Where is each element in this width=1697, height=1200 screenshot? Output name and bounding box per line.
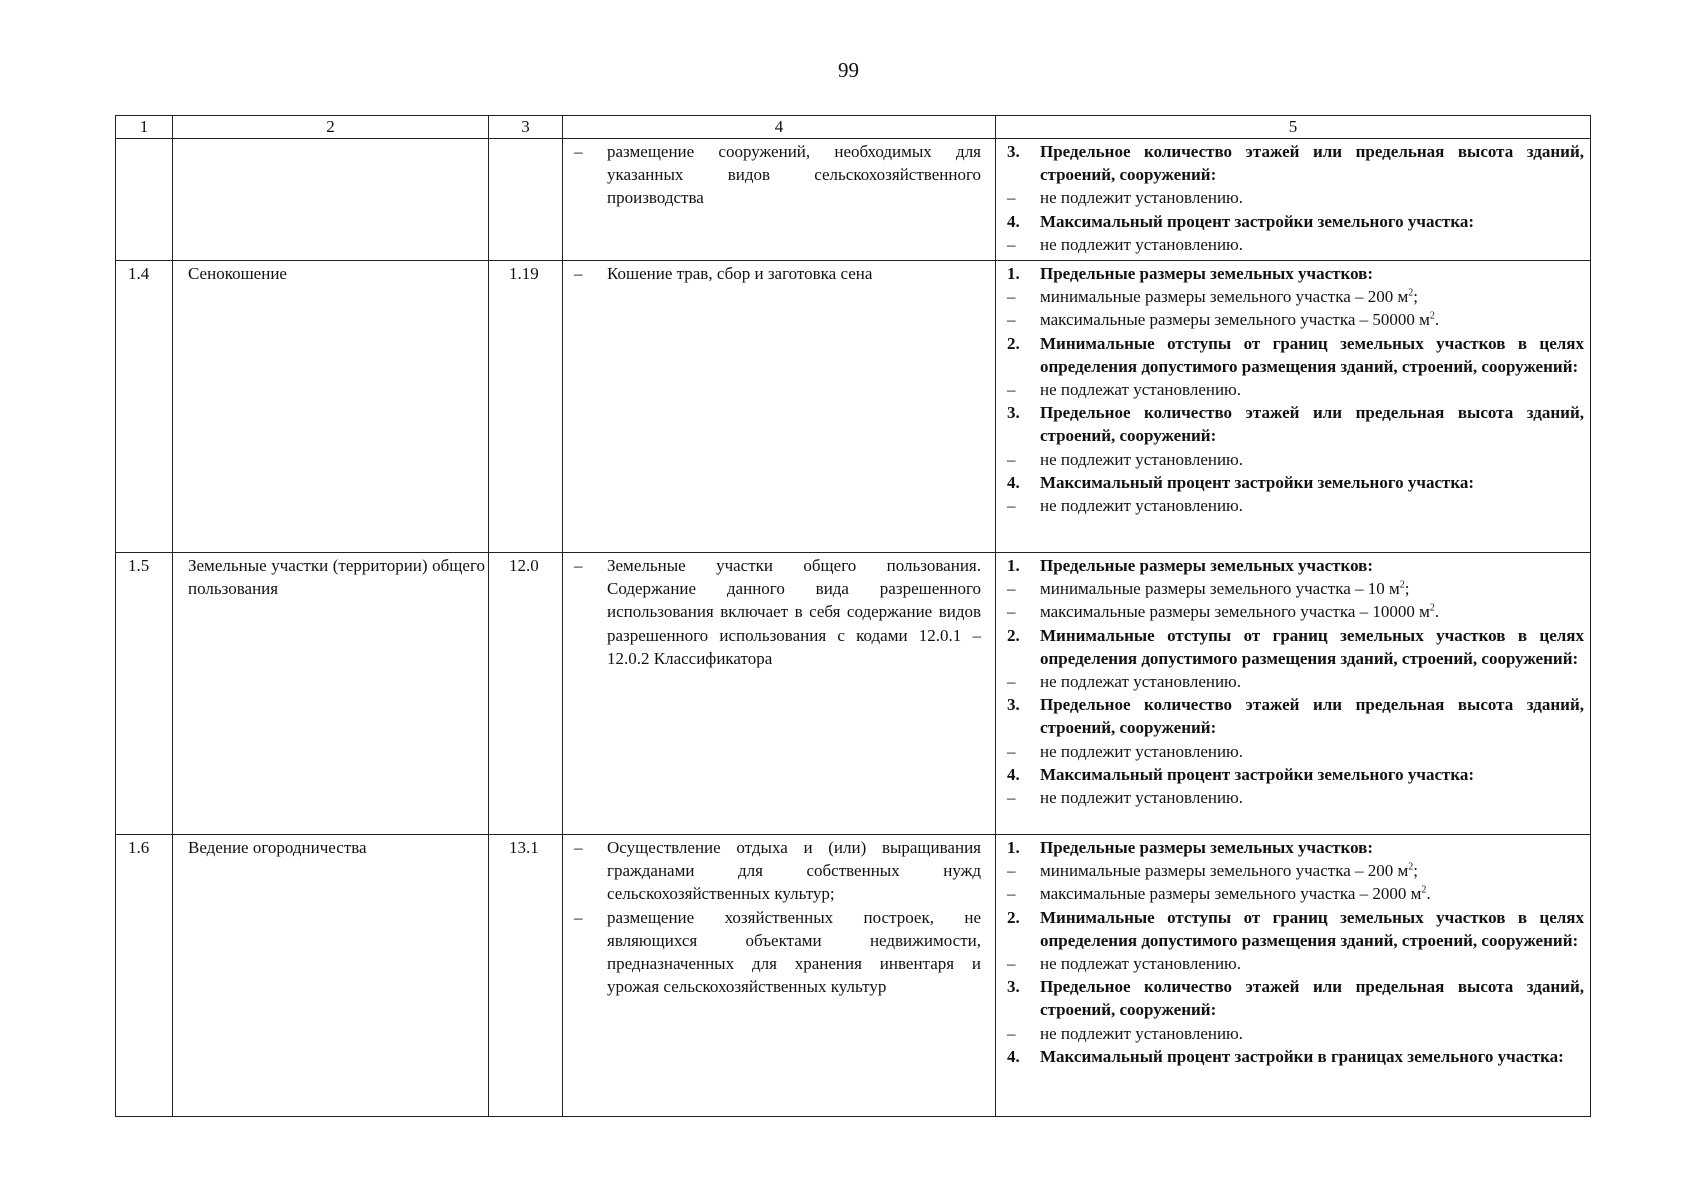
- parameter-value: [1007, 577, 1584, 600]
- parameter-text: [1040, 975, 1584, 1021]
- parameter-value: [1007, 378, 1584, 401]
- description-item: [574, 554, 981, 670]
- item-marker: –: [1007, 861, 1016, 881]
- parameter-main-text: не подлежат установлению.: [1040, 954, 1242, 974]
- trailing-punctuation: ;: [1404, 579, 1410, 599]
- parameter-text: [1040, 670, 1584, 693]
- parameter-heading: [1007, 471, 1584, 494]
- unit-superscript: 2: [1399, 579, 1405, 591]
- item-marker: –: [1007, 1023, 1016, 1043]
- parameter-text: [1040, 859, 1584, 882]
- row-number-cell: [116, 139, 173, 261]
- header-cell: 3: [489, 116, 563, 139]
- parameter-text: [1040, 308, 1584, 331]
- use-type-name-cell: Ведение огородничества: [173, 835, 489, 1117]
- item-marker: –: [1007, 954, 1016, 974]
- parameter-text: [1040, 262, 1584, 285]
- item-marker: –: [1007, 287, 1016, 307]
- parameter-text: [1040, 740, 1584, 763]
- item-marker: –: [1007, 579, 1016, 599]
- parameter-value: [1007, 600, 1584, 623]
- dash-marker: –: [574, 264, 583, 283]
- parameter-main-text: минимальные размеры земельного участка – 200 м: [1040, 287, 1409, 307]
- parameter-text: [1040, 882, 1584, 905]
- parameters-cell: [996, 139, 1591, 261]
- parameter-main-text: минимальные размеры земельного участка – 200 м: [1040, 861, 1409, 881]
- parameter-main-text: максимальные размеры земельного участка – 2000 м: [1040, 884, 1422, 904]
- parameter-main-text: не подлежит установлению.: [1040, 234, 1244, 254]
- item-marker: 4.: [1007, 1046, 1020, 1066]
- item-marker: 3.: [1007, 695, 1020, 715]
- classifier-code-cell: 12.0: [489, 553, 563, 835]
- parameter-text: [1040, 577, 1584, 600]
- parameter-heading: [1007, 836, 1584, 859]
- parameter-heading: [1007, 262, 1584, 285]
- parameter-text: [1040, 210, 1584, 233]
- use-type-name-cell: Земельные участки (территории) общего пользования: [173, 553, 489, 835]
- parameter-main-text: не подлежит установлению.: [1040, 188, 1244, 208]
- item-marker: –: [1007, 234, 1016, 254]
- parameter-main-text: не подлежит установлению.: [1040, 449, 1244, 469]
- parameter-main-text: Минимальные отступы от границ земельных участков в целях определения допустимого размещения зданий, строений, сооружений:: [1040, 625, 1584, 668]
- parameter-text: [1040, 952, 1584, 975]
- parameters-cell: [996, 835, 1591, 1117]
- use-type-name-cell: [173, 139, 489, 261]
- parameter-value: [1007, 740, 1584, 763]
- unit-superscript: 2: [1421, 884, 1427, 896]
- unit-superscript: 2: [1429, 310, 1435, 322]
- description-item: [574, 906, 981, 999]
- item-marker: –: [1007, 310, 1016, 330]
- description-text: Осуществление отдыха и (или) выращивания гражданами для собственных нужд сельскохозяйственных культур;: [607, 838, 981, 904]
- dash-marker: –: [574, 142, 583, 161]
- parameter-main-text: Максимальный процент застройки в границах земельного участка:: [1040, 1046, 1564, 1066]
- header-cell: 5: [996, 116, 1591, 139]
- parameter-value: [1007, 233, 1584, 256]
- parameter-text: [1040, 140, 1584, 186]
- trailing-punctuation: .: [1434, 310, 1440, 330]
- parameter-heading: [1007, 401, 1584, 447]
- header-cell: 4: [563, 116, 996, 139]
- item-marker: 2.: [1007, 625, 1020, 645]
- item-marker: –: [1007, 672, 1016, 692]
- dash-marker: –: [574, 838, 583, 857]
- dash-marker: –: [574, 556, 583, 575]
- parameter-main-text: Предельные размеры земельных участков:: [1040, 264, 1374, 283]
- parameter-text: [1040, 448, 1584, 471]
- header-cell: 1: [116, 116, 173, 139]
- description-text: Кошение трав, сбор и заготовка сена: [607, 264, 873, 283]
- row-number-cell: 1.5: [116, 553, 173, 835]
- parameter-value: [1007, 308, 1584, 331]
- description-text: размещение сооружений, необходимых для указанных видов сельскохозяйственного производства: [607, 142, 981, 208]
- parameter-main-text: не подлежит установлению.: [1040, 496, 1244, 516]
- description-item: [574, 140, 981, 210]
- parameter-main-text: не подлежит установлению.: [1040, 1023, 1244, 1043]
- parameter-value: [1007, 882, 1584, 905]
- item-marker: –: [1007, 188, 1016, 208]
- parameter-heading: [1007, 1045, 1584, 1068]
- dash-marker: –: [574, 907, 583, 927]
- parameter-main-text: минимальные размеры земельного участка – 10 м: [1040, 579, 1400, 599]
- parameter-value: [1007, 494, 1584, 517]
- parameters-cell: [996, 261, 1591, 553]
- parameter-main-text: Предельные размеры земельных участков:: [1040, 838, 1374, 857]
- row-number-cell: 1.6: [116, 835, 173, 1117]
- parameter-text: [1040, 378, 1584, 401]
- header-row: [116, 116, 1591, 139]
- header-cell: 2: [173, 116, 489, 139]
- parameter-main-text: Максимальный процент застройки земельного участка:: [1040, 211, 1475, 231]
- parameter-main-text: Максимальный процент застройки земельного участка:: [1040, 472, 1475, 492]
- item-marker: 1.: [1007, 556, 1020, 575]
- parameter-main-text: Предельное количество этажей или предельная высота зданий, строений, сооружений:: [1040, 403, 1584, 446]
- parameter-text: [1040, 763, 1584, 786]
- parameter-text: [1040, 600, 1584, 623]
- parameter-main-text: Предельное количество этажей или предельная высота зданий, строений, сооружений:: [1040, 695, 1584, 738]
- parameter-text: [1040, 693, 1584, 739]
- trailing-punctuation: .: [1426, 884, 1431, 904]
- parameter-main-text: Минимальные отступы от границ земельных участков в целях определения допустимого размещения зданий, строений, сооружений:: [1040, 907, 1584, 950]
- parameter-text: [1040, 233, 1584, 256]
- parameter-value: [1007, 1022, 1584, 1045]
- parameter-heading: [1007, 763, 1584, 786]
- parameter-main-text: не подлежат установлению.: [1040, 672, 1242, 692]
- regulations-table: [115, 115, 1591, 1117]
- item-marker: –: [1007, 788, 1016, 808]
- parameter-main-text: Максимальный процент застройки земельного участка:: [1040, 764, 1475, 784]
- parameter-main-text: Предельное количество этажей или предельная высота зданий, строений, сооружений:: [1040, 142, 1584, 185]
- parameter-text: [1040, 401, 1584, 447]
- description-text: размещение хозяйственных построек, не являющихся объектами недвижимости, предназначенных для хранения инвентаря и урожая сельскохозяйственных культур: [607, 907, 981, 997]
- item-marker: –: [1007, 741, 1016, 761]
- description-text: Земельные участки общего пользования. Содержание данного вида разрешенного использования включает в себя содержание видов разрешенного использования с кодами 12.0.1 – 12.0.2 Классификатора: [607, 556, 981, 668]
- description-item: [574, 262, 981, 285]
- unit-superscript: 2: [1429, 602, 1435, 614]
- item-marker: 3.: [1007, 977, 1020, 997]
- item-marker: 3.: [1007, 403, 1020, 423]
- item-marker: 1.: [1007, 838, 1020, 857]
- unit-superscript: 2: [1408, 287, 1414, 299]
- parameter-heading: [1007, 332, 1584, 378]
- parameter-heading: [1007, 210, 1584, 233]
- parameter-text: [1040, 1045, 1584, 1068]
- table-row: [116, 553, 1591, 835]
- item-marker: 1.: [1007, 264, 1020, 283]
- parameter-text: [1040, 186, 1584, 209]
- parameter-value: [1007, 285, 1584, 308]
- parameter-heading: [1007, 975, 1584, 1021]
- unit-superscript: 2: [1408, 861, 1414, 873]
- table-row: [116, 835, 1591, 1117]
- parameter-text: [1040, 836, 1584, 859]
- item-marker: –: [1007, 884, 1016, 904]
- parameter-text: [1040, 332, 1584, 378]
- parameter-value: [1007, 786, 1584, 809]
- parameter-value: [1007, 186, 1584, 209]
- item-marker: –: [1007, 380, 1016, 400]
- item-marker: 4.: [1007, 764, 1020, 784]
- parameter-heading: [1007, 906, 1584, 952]
- use-description-cell: [563, 139, 996, 261]
- item-marker: 2.: [1007, 333, 1020, 353]
- parameter-heading: [1007, 140, 1584, 186]
- table-row: [116, 139, 1591, 261]
- parameter-main-text: не подлежит установлению.: [1040, 788, 1244, 808]
- classifier-code-cell: 1.19: [489, 261, 563, 553]
- parameter-text: [1040, 1022, 1584, 1045]
- parameter-main-text: не подлежит установлению.: [1040, 741, 1244, 761]
- parameter-heading: [1007, 693, 1584, 739]
- classifier-code-cell: [489, 139, 563, 261]
- item-marker: 3.: [1007, 142, 1020, 161]
- item-marker: –: [1007, 602, 1016, 622]
- description-item: [574, 836, 981, 906]
- parameter-value: [1007, 448, 1584, 471]
- row-number-cell: 1.4: [116, 261, 173, 553]
- classifier-code-cell: 13.1: [489, 835, 563, 1117]
- parameter-main-text: Минимальные отступы от границ земельных участков в целях определения допустимого размещения зданий, строений, сооружений:: [1040, 333, 1584, 376]
- use-type-name-cell: Сенокошение: [173, 261, 489, 553]
- use-description-cell: [563, 261, 996, 553]
- parameter-value: [1007, 670, 1584, 693]
- parameter-text: [1040, 786, 1584, 809]
- page-number: 99: [838, 58, 859, 82]
- parameter-text: [1040, 624, 1584, 670]
- parameter-text: [1040, 285, 1584, 308]
- parameter-main-text: максимальные размеры земельного участка – 50000 м: [1040, 310, 1430, 330]
- parameters-cell: [996, 553, 1591, 835]
- item-marker: 4.: [1007, 211, 1020, 231]
- item-marker: 2.: [1007, 907, 1020, 927]
- parameter-text: [1040, 554, 1584, 577]
- trailing-punctuation: ;: [1413, 861, 1418, 881]
- parameter-value: [1007, 952, 1584, 975]
- parameter-main-text: Предельные размеры земельных участков:: [1040, 556, 1374, 575]
- table-row: [116, 261, 1591, 553]
- parameter-text: [1040, 906, 1584, 952]
- parameter-main-text: максимальные размеры земельного участка – 10000 м: [1040, 602, 1430, 622]
- parameter-text: [1040, 471, 1584, 494]
- parameter-heading: [1007, 554, 1584, 577]
- item-marker: –: [1007, 449, 1016, 469]
- trailing-punctuation: ;: [1413, 287, 1418, 307]
- parameter-text: [1040, 494, 1584, 517]
- item-marker: –: [1007, 496, 1016, 516]
- trailing-punctuation: .: [1434, 602, 1440, 622]
- use-description-cell: [563, 553, 996, 835]
- parameter-main-text: Предельное количество этажей или предельная высота зданий, строений, сооружений:: [1040, 977, 1584, 1020]
- item-marker: 4.: [1007, 472, 1020, 492]
- parameter-value: [1007, 859, 1584, 882]
- use-description-cell: [563, 835, 996, 1117]
- parameter-main-text: не подлежат установлению.: [1040, 380, 1242, 400]
- parameter-heading: [1007, 624, 1584, 670]
